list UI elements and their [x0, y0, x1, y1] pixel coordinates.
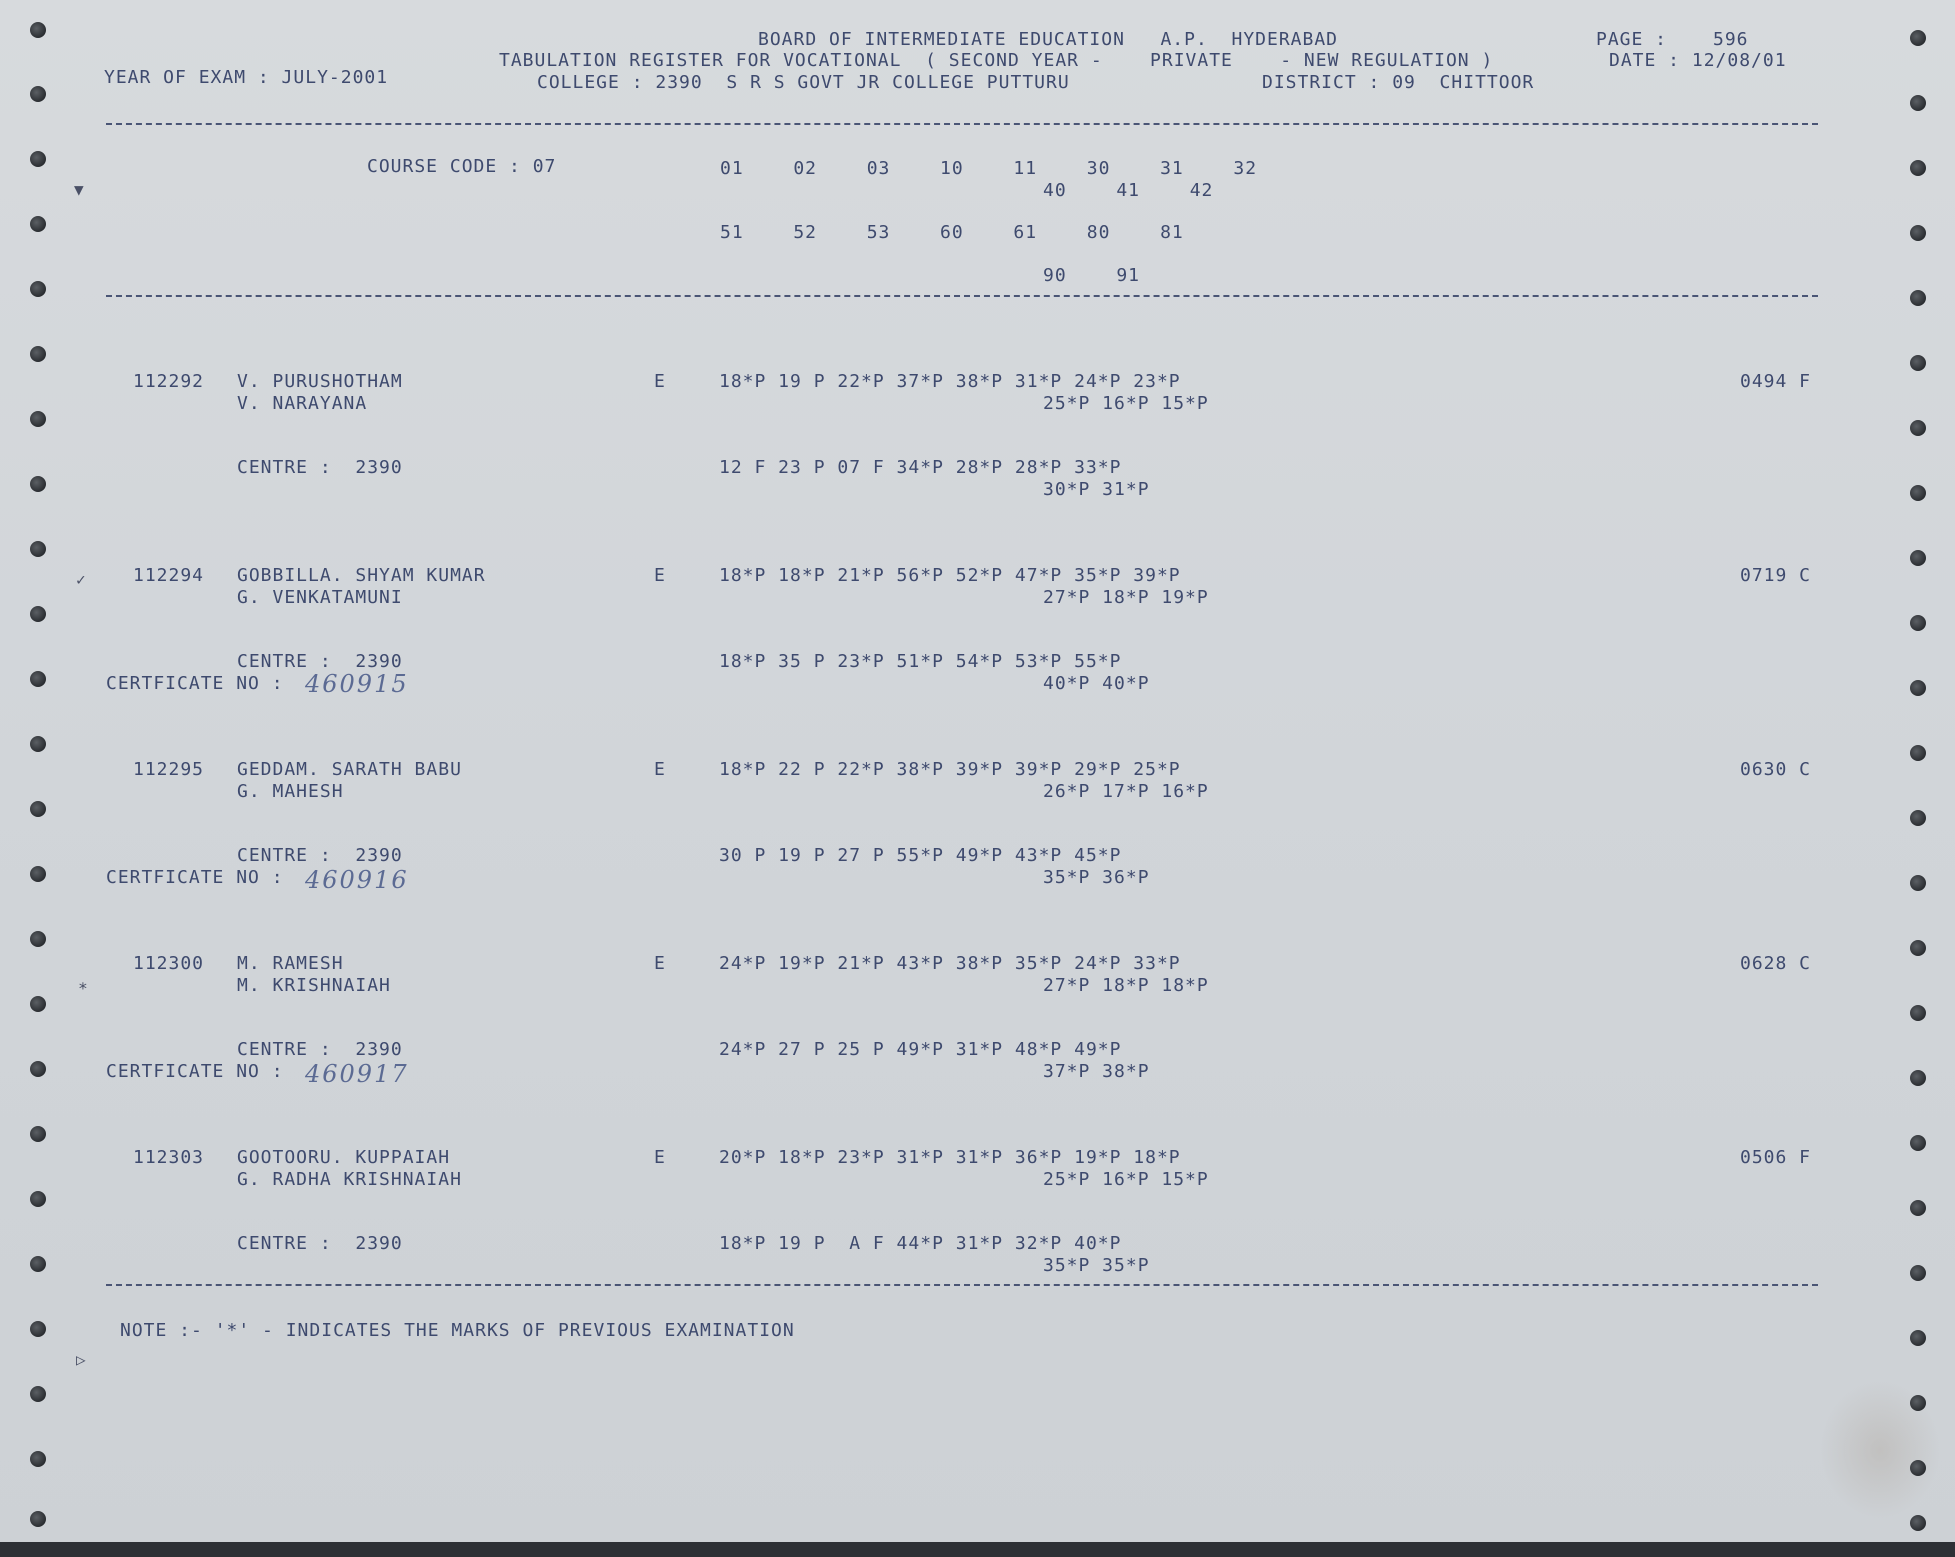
marks-row2: 18*P 19 P A F 44*P 31*P 32*P 40*P [719, 1233, 1122, 1254]
marks-row2: 24*P 27 P 25 P 49*P 31*P 48*P 49*P [719, 1039, 1122, 1060]
marks-row1b: 25*P 16*P 15*P [1043, 1169, 1209, 1190]
father-name: M. KRISHNAIAH [237, 975, 391, 996]
marks-row1: 18*P 19 P 22*P 37*P 38*P 31*P 24*P 23*P [719, 371, 1181, 392]
margin-tick-icon: ▼ [74, 180, 84, 199]
medium: E [654, 759, 666, 780]
certificate-label: CERTFICATE NO : [106, 1061, 284, 1082]
total-result: 0494 F [1740, 371, 1812, 392]
register-title: TABULATION REGISTER FOR VOCATIONAL ( SECOND YEAR - PRIVATE - NEW REGULATION ) [499, 50, 1494, 71]
marks-row2: 18*P 35 P 23*P 51*P 54*P 53*P 55*P [719, 651, 1122, 672]
margin-tick-icon: ✓ [76, 570, 86, 589]
medium: E [654, 1147, 666, 1168]
marks-row1b: 27*P 18*P 18*P [1043, 975, 1209, 996]
subject-codes-row1: 01 02 03 10 11 30 31 32 [720, 158, 1258, 179]
student-name: GOOTOORU. KUPPAIAH [237, 1147, 451, 1168]
father-name: G. VENKATAMUNI [237, 587, 403, 608]
margin-tick-icon: ▷ [76, 1350, 86, 1369]
total-result: 0506 F [1740, 1147, 1812, 1168]
subject-codes-row2: 51 52 53 60 61 80 81 [720, 222, 1184, 243]
roll-number: 112303 [133, 1147, 205, 1168]
certificate-number-handwritten: 460917 [305, 1060, 409, 1088]
marks-row1: 20*P 18*P 23*P 31*P 31*P 36*P 19*P 18*P [719, 1147, 1181, 1168]
marks-row1b: 27*P 18*P 19*P [1043, 587, 1209, 608]
scan-bottom-edge [0, 1542, 1955, 1557]
divider-top [106, 123, 1818, 125]
marks-row2b: 40*P 40*P [1043, 673, 1150, 694]
page-number: 596 [1713, 29, 1749, 50]
marks-row1b: 25*P 16*P 15*P [1043, 393, 1209, 414]
margin-tick-icon: ∗ [78, 976, 88, 995]
subject-codes-row1b: 40 41 42 [1043, 180, 1214, 201]
college-line: COLLEGE : 2390 S R S GOVT JR COLLEGE PUTTURU [537, 72, 1070, 93]
certificate-label: CERTFICATE NO : [106, 867, 284, 888]
student-name: GEDDAM. SARATH BABU [237, 759, 462, 780]
medium: E [654, 371, 666, 392]
roll-number: 112294 [133, 565, 205, 586]
right-feed-holes [1906, 0, 1936, 1557]
student-name: V. PURUSHOTHAM [237, 371, 403, 392]
roll-number: 112295 [133, 759, 205, 780]
roll-number: 112300 [133, 953, 205, 974]
marks-row2b: 35*P 35*P [1043, 1255, 1150, 1276]
marks-row1: 18*P 22 P 22*P 38*P 39*P 39*P 29*P 25*P [719, 759, 1181, 780]
marks-row2b: 37*P 38*P [1043, 1061, 1150, 1082]
subject-codes-row3: 90 91 [1043, 265, 1141, 286]
certificate-number-handwritten: 460915 [305, 670, 409, 698]
course-code-label: COURSE CODE : 07 [367, 156, 557, 177]
roll-number: 112292 [133, 371, 205, 392]
total-result: 0628 C [1740, 953, 1812, 974]
page-label: PAGE : [1596, 29, 1668, 50]
total-result: 0630 C [1740, 759, 1812, 780]
student-name: GOBBILLA. SHYAM KUMAR [237, 565, 486, 586]
student-name: M. RAMESH [237, 953, 344, 974]
marks-row1b: 26*P 17*P 16*P [1043, 781, 1209, 802]
district-line: DISTRICT : 09 CHITTOOR [1262, 72, 1535, 93]
medium: E [654, 953, 666, 974]
board-title: BOARD OF INTERMEDIATE EDUCATION A.P. HYDERABAD [758, 29, 1339, 50]
marks-row2: 30 P 19 P 27 P 55*P 49*P 43*P 45*P [719, 845, 1122, 866]
left-feed-holes [26, 0, 56, 1557]
marks-row2: 12 F 23 P 07 F 34*P 28*P 28*P 33*P [719, 457, 1122, 478]
centre: CENTRE : 2390 [237, 457, 403, 478]
centre: CENTRE : 2390 [237, 845, 403, 866]
marks-row1: 18*P 18*P 21*P 56*P 52*P 47*P 35*P 39*P [719, 565, 1181, 586]
total-result: 0719 C [1740, 565, 1812, 586]
father-name: G. RADHA KRISHNAIAH [237, 1169, 462, 1190]
marks-row2b: 35*P 36*P [1043, 867, 1150, 888]
certificate-number-handwritten: 460916 [305, 866, 409, 894]
divider-course [106, 295, 1818, 297]
medium: E [654, 565, 666, 586]
certificate-label: CERTFICATE NO : [106, 673, 284, 694]
centre: CENTRE : 2390 [237, 1233, 403, 1254]
centre: CENTRE : 2390 [237, 1039, 403, 1060]
footnote: NOTE :- '*' - INDICATES THE MARKS OF PREVIOUS EXAMINATION [120, 1320, 795, 1341]
marks-row2b: 30*P 31*P [1043, 479, 1150, 500]
year-of-exam: YEAR OF EXAM : JULY-2001 [104, 67, 389, 88]
marks-row1: 24*P 19*P 21*P 43*P 38*P 35*P 24*P 33*P [719, 953, 1181, 974]
print-date: DATE : 12/08/01 [1609, 50, 1787, 71]
father-name: V. NARAYANA [237, 393, 368, 414]
divider-bottom [106, 1284, 1818, 1286]
centre: CENTRE : 2390 [237, 651, 403, 672]
father-name: G. MAHESH [237, 781, 344, 802]
